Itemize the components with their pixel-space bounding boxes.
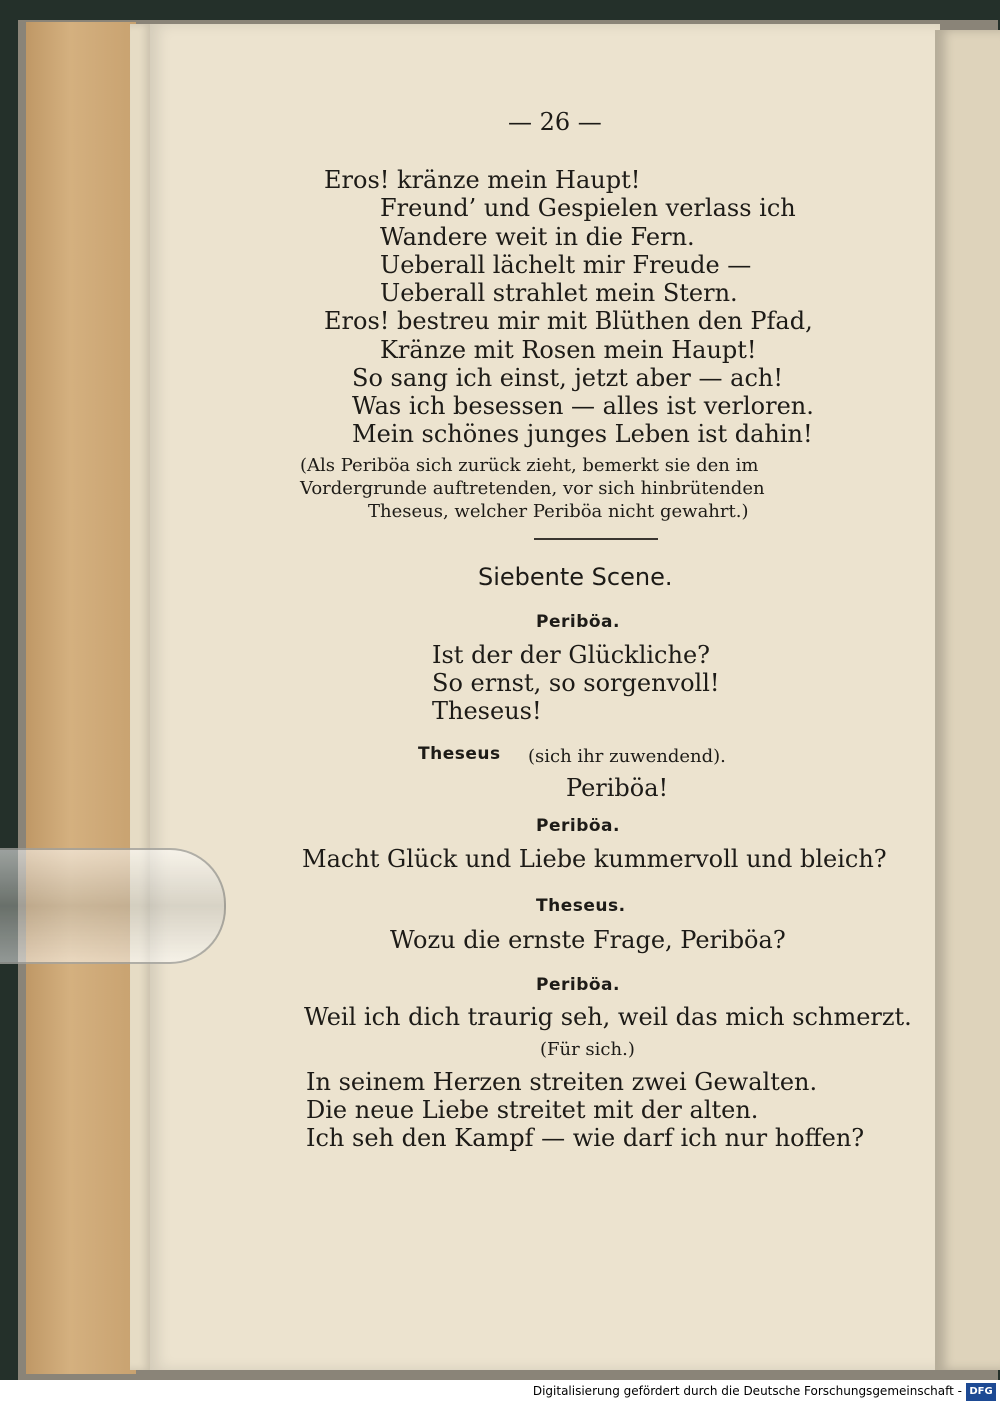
verse-line: Ueberall lächelt mir Freude — [380,251,752,279]
scene-title: Siebente Scene. [478,563,673,591]
divider [534,538,658,540]
stage-direction: Theseus, welcher Periböa nicht gewahrt.) [368,501,749,522]
verse-line: Mein schönes junges Leben ist dahin! [352,420,813,448]
speaker-name: Periböa. [536,975,620,995]
dialogue-line: So ernst, so sorgenvoll! [432,669,720,697]
footer-credit: Digitalisierung gefördert durch die Deutsche Forschungsgemeinschaft - [532,1384,962,1398]
page-stack [130,24,152,1370]
verse-line: Kränze mit Rosen mein Haupt! [380,336,757,364]
verse-line: Was ich besessen — alles ist verloren. [352,392,814,420]
speaker-name: Periböa. [536,816,620,836]
verse-line: Eros! bestreu mir mit Blüthen den Pfad, [324,307,813,335]
dialogue-line: In seinem Herzen streiten zwei Gewalten. [306,1068,818,1096]
dialogue-line: Ist der der Glückliche? [432,641,711,669]
stage-direction: (Als Periböa sich zurück zieht, bemerkt sie den im [300,455,759,476]
dialogue-line: Theseus! [432,697,542,725]
dfg-logo: DFG [966,1383,996,1401]
stage-direction: Vordergrunde auftretenden, vor sich hinbrütenden [300,478,765,499]
dialogue-line: Ich seh den Kampf — wie darf ich nur hoffen? [306,1124,865,1152]
facing-page-edge [935,30,1000,1370]
stage-direction: (Für sich.) [540,1039,635,1060]
dialogue-line: Wozu die ernste Frage, Periböa? [390,926,786,954]
page-number: — 26 — [508,108,602,136]
dialogue-line: Weil ich dich traurig seh, weil das mich schmerzt. [304,1003,912,1031]
book-cover-board [26,22,136,1374]
dialogue-line: Periböa! [566,774,669,802]
verse-line: Ueberall strahlet mein Stern. [380,279,738,307]
page-clip [0,848,226,964]
footer-bar [0,1380,1000,1404]
verse-line: So sang ich einst, jetzt aber — ach! [352,364,784,392]
speaker-name: Theseus [418,744,501,764]
speaker-name: Periböa. [536,612,620,632]
stage-direction: (sich ihr zuwendend). [528,746,726,767]
speaker-name: Theseus. [536,896,626,916]
dialogue-line: Die neue Liebe streitet mit der alten. [306,1096,759,1124]
verse-line: Eros! kränze mein Haupt! [324,166,641,194]
verse-line: Wandere weit in die Fern. [380,223,695,251]
verse-line: Freund’ und Gespielen verlass ich [380,194,796,222]
dialogue-line: Macht Glück und Liebe kummervoll und bleich? [302,845,887,873]
